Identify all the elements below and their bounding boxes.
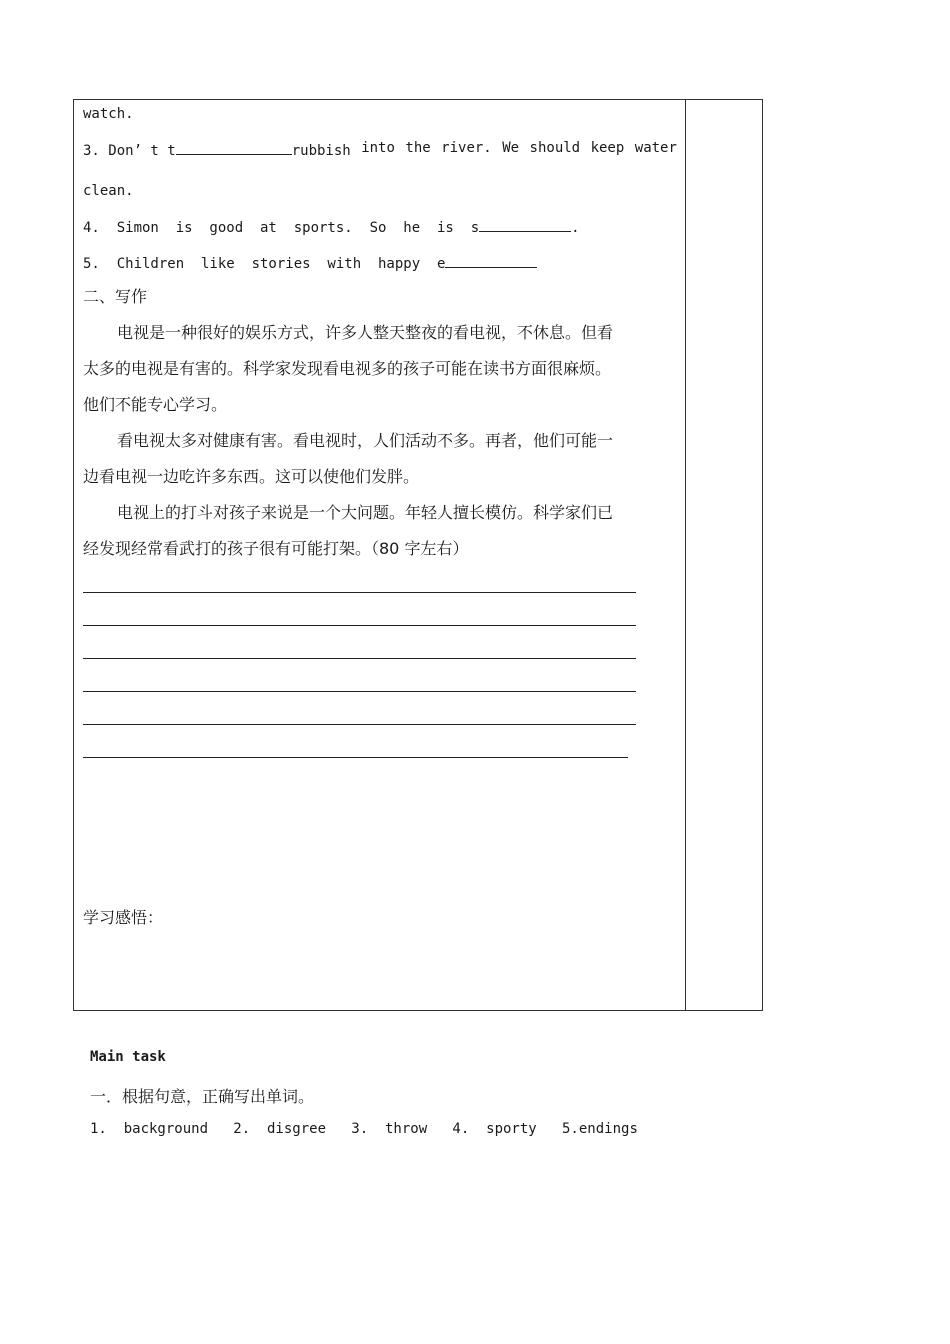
item-3-word-2: into — [361, 140, 395, 156]
item-5-prefix: 5. Children like stories with happy e — [83, 256, 446, 272]
answers-instruction: 一．根据句意，正确写出单词。 — [90, 1087, 315, 1106]
table-column-divider — [685, 100, 686, 1010]
writing-heading: 二、写作 — [83, 287, 148, 306]
writing-para-1-line-1: 电视是一种很好的娱乐方式，许多人整天整夜的看电视，不休息。但看 — [117, 323, 614, 342]
item-3-prefix: 3. Don’ t t — [83, 143, 176, 159]
item-3-blank[interactable] — [176, 140, 292, 155]
item-3-word-6: should — [529, 140, 581, 156]
item-5-blank[interactable] — [445, 253, 537, 268]
writing-para-1-line-3: 他们不能专心学习。 — [83, 395, 228, 414]
writing-para-2-line-2: 边看电视一边吃许多东西。这可以使他们发胖。 — [83, 467, 420, 486]
item-3-word-4: river. — [441, 140, 492, 156]
item-3-word-7: keep — [590, 140, 625, 156]
item-3-word-1: rubbish — [291, 143, 351, 159]
exercise-item-5 — [83, 253, 537, 274]
writing-para-3-line-1: 电视上的打斗对孩子来说是一个大问题。年轻人擅长模仿。科学家们已 — [117, 503, 614, 522]
item-4-prefix: 4. Simon is good at sports. So he is s — [83, 220, 480, 236]
exercise-item-4 — [83, 217, 580, 238]
item-3-continuation: clean. — [83, 183, 134, 199]
writing-answer-line[interactable] — [83, 724, 636, 725]
writing-answer-line[interactable] — [83, 691, 636, 692]
writing-para-3-line-2: 经发现经常看武打的孩子很有可能打架。（80 字左右） — [83, 539, 469, 558]
writing-para-1-line-2: 太多的电视是有害的。科学家发现看电视多的孩子可能在读书方面很麻烦。 — [83, 359, 612, 378]
item-4-blank[interactable] — [479, 217, 571, 232]
exercise-item-3 — [83, 140, 677, 159]
item-3-word-3: the — [405, 140, 431, 156]
writing-answer-line[interactable] — [83, 592, 636, 593]
reflection-label: 学习感悟： — [83, 908, 164, 927]
item-3-word-8: water — [634, 140, 677, 156]
writing-answer-line[interactable] — [83, 757, 628, 758]
worksheet-table — [73, 99, 763, 1011]
item-4-suffix: . — [571, 220, 580, 236]
item-3-word-5: We — [502, 140, 520, 156]
answers-list: 1. background 2. disgree 3. throw 4. sporty 5.endings — [90, 1121, 638, 1137]
writing-para-2-line-1: 看电视太多对健康有害。看电视时，人们活动不多。再者，他们可能一 — [117, 431, 614, 450]
writing-answer-line[interactable] — [83, 625, 636, 626]
writing-answer-line[interactable] — [83, 658, 636, 659]
answers-title: Main task — [90, 1049, 166, 1065]
exercise-line-watch: watch. — [83, 106, 134, 122]
